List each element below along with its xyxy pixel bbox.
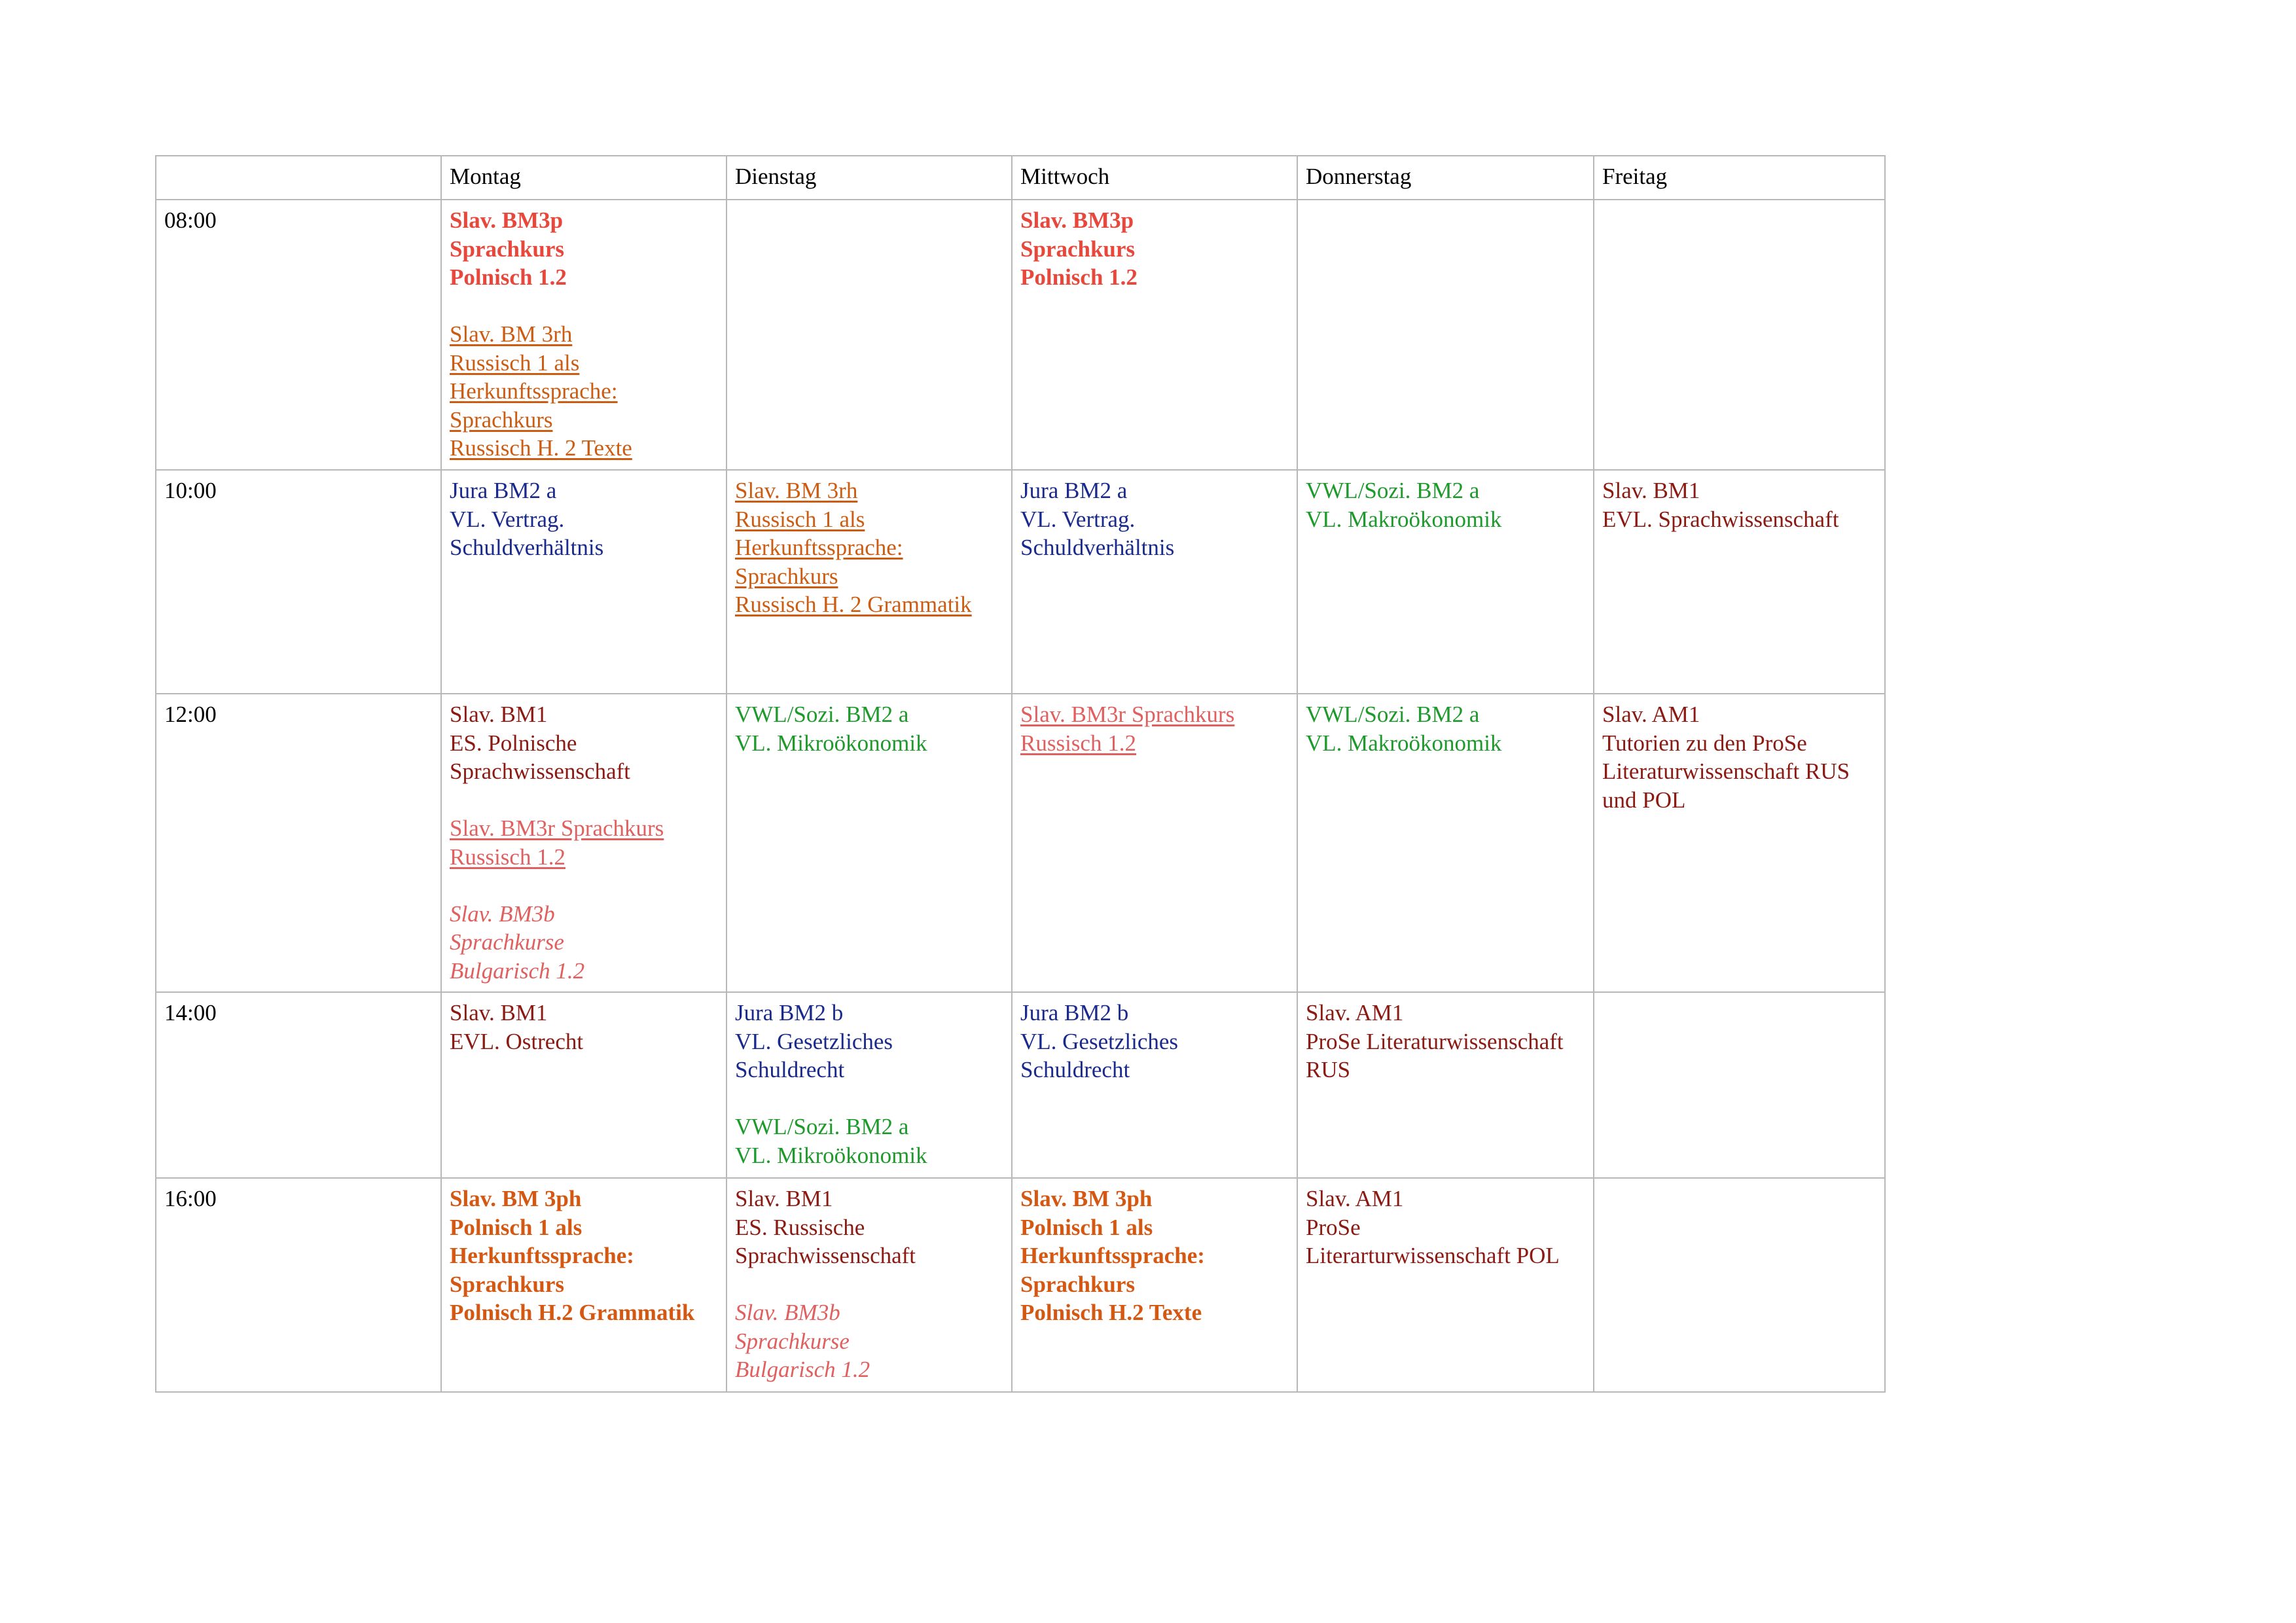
course-text-line: Slav. BM 3ph [450,1186,582,1211]
timeslot-row [156,694,1885,992]
time-label: 16:00 [156,1178,441,1392]
course-text-line: Sprachkurse [735,1328,850,1354]
schedule-cell-freitag [1594,470,1885,694]
course-text-line: Schuldrecht [735,1057,845,1082]
course-text-line: ES. Polnische [450,730,577,756]
course-text-line: VL. Gesetzliches [1020,1028,1179,1054]
time-label: 10:00 [156,470,441,694]
course-text-line: Slav. AM1 [1602,702,1700,727]
course-text-line: Schuldrecht [1020,1057,1130,1082]
weekly-timetable [155,155,1886,1393]
course-text-line: VL. Vertrag. [1020,506,1136,532]
course-text-line: Polnisch 1.2 [1020,264,1138,290]
course-text-line[interactable]: Slav. BM 3rh [450,321,573,347]
schedule-cell-dienstag [726,1178,1012,1392]
schedule-cell-donnerstag [1297,1178,1594,1392]
course-entry [735,999,1003,1084]
course-entry [450,900,718,986]
schedule-cell-donnerstag [1297,694,1594,992]
course-text-line: VWL/Sozi. BM2 a [735,1114,909,1139]
course-text-line: Schuldverhältnis [450,535,604,560]
schedule-cell-mittwoch [1012,992,1297,1178]
course-text-line: VL. Vertrag. [450,506,565,532]
course-text-line: Sprachkurse [450,929,564,955]
course-text-line: Slav. BM1 [450,702,548,727]
time-label: 12:00 [156,694,441,992]
course-entry [450,700,718,786]
course-entry [735,1113,1003,1169]
course-text-line: ProSe Literaturwissenschaft [1306,1028,1564,1054]
time-label: 14:00 [156,992,441,1178]
course-text-line: ES. Russische [735,1214,865,1240]
course-entry [735,700,1003,757]
schedule-cell-dienstag [726,200,1012,470]
header-row [156,156,1885,200]
schedule-cell-mittwoch [1012,470,1297,694]
course-text-line: Polnisch 1 als [450,1214,583,1240]
course-text-line[interactable]: Sprachkurs [735,563,838,589]
course-entry [450,206,718,292]
course-text-line[interactable]: Sprachkurs [450,406,553,433]
course-entry [450,1185,718,1327]
course-text-line[interactable]: Slav. BM3r Sprachkurs [450,815,664,841]
course-text-line: Slav. BM1 [450,1000,548,1026]
schedule-cell-mittwoch [1012,200,1297,470]
course-text-line: EVL. Ostrecht [450,1028,584,1054]
course-text-line: ProSe [1306,1214,1361,1240]
schedule-cell-montag [441,694,726,992]
course-text-line[interactable]: Slav. BM3r Sprachkurs [1020,702,1235,727]
course-link[interactable] [450,814,718,871]
schedule-cell-dienstag [726,470,1012,694]
course-text-line: Bulgarisch 1.2 [735,1357,870,1382]
course-text-line[interactable]: Russisch 1 als [735,506,865,532]
course-entry [735,1298,1003,1384]
course-text-line: Literarturwissenschaft POL [1306,1243,1560,1268]
schedule-cell-freitag [1594,694,1885,992]
course-text-line: VL. Mikroökonomik [735,1142,927,1168]
course-text-line: Sprachwissenschaft [735,1243,916,1268]
course-entry [1306,476,1585,533]
course-text-line: Sprachkurs [450,236,565,262]
schedule-cell-donnerstag [1297,200,1594,470]
course-text-line: Slav. BM3p [450,207,564,233]
course-text-line: Polnisch H.2 Grammatik [450,1300,695,1325]
schedule-cell-montag [441,1178,726,1392]
course-text-line: RUS [1306,1057,1351,1082]
course-text-line: Slav. BM1 [735,1186,833,1211]
course-text-line: Jura BM2 a [1020,478,1128,503]
course-text-line: Polnisch 1 als [1020,1214,1153,1240]
course-text-line: Slav. AM1 [1306,1186,1404,1211]
day-header-mittwoch: Mittwoch [1012,156,1297,200]
course-text-line: Literaturwissenschaft RUS [1602,758,1850,784]
schedule-cell-dienstag [726,992,1012,1178]
course-link[interactable] [735,476,1003,619]
course-entry [735,1185,1003,1270]
course-text-line: VL. Makroökonomik [1306,730,1502,756]
course-text-line[interactable]: Russisch 1.2 [1020,730,1136,756]
course-text-line: Herkunftssprache: [450,1243,634,1268]
course-text-line: Slav. AM1 [1306,1000,1404,1026]
course-text-line: VWL/Sozi. BM2 a [1306,478,1480,503]
course-text-line[interactable]: Russisch H. 2 Grammatik [735,592,972,617]
course-text-line[interactable]: Herkunftssprache: [735,535,903,560]
timeslot-row [156,470,1885,694]
schedule-cell-montag [441,992,726,1178]
course-text-line: Jura BM2 b [735,1000,844,1026]
course-entry [1020,206,1289,292]
schedule-cell-freitag [1594,1178,1885,1392]
course-text-line: VL. Makroökonomik [1306,506,1502,532]
day-header-freitag: Freitag [1594,156,1885,200]
course-entry [1020,1185,1289,1327]
course-entry [1020,999,1289,1084]
course-link[interactable] [1020,700,1289,757]
schedule-cell-montag [441,470,726,694]
course-text-line: und POL [1602,787,1686,813]
course-text-line: Slav. BM1 [1602,478,1700,503]
course-text-line: Slav. BM3p [1020,207,1134,233]
course-entry [1020,476,1289,562]
time-label: 08:00 [156,200,441,470]
course-text-line: Sprachwissenschaft [450,758,631,784]
course-text-line: Polnisch 1.2 [450,264,567,290]
course-entry [1306,999,1585,1084]
course-text-line: EVL. Sprachwissenschaft [1602,506,1839,532]
schedule-cell-mittwoch [1012,694,1297,992]
schedule-cell-donnerstag [1297,992,1594,1178]
course-text-line: VL. Gesetzliches [735,1028,893,1054]
header-time-cell [156,156,441,200]
schedule-cell-mittwoch [1012,1178,1297,1392]
course-entry [1306,700,1585,757]
course-text-line: Slav. BM3b [735,1300,840,1325]
course-text-line[interactable]: Slav. BM 3rh [735,478,858,503]
course-text-line: Polnisch H.2 Texte [1020,1300,1202,1325]
course-text-line: VWL/Sozi. BM2 a [735,702,909,727]
schedule-cell-freitag [1594,992,1885,1178]
course-text-line[interactable]: Russisch 1 als [450,349,580,376]
course-text-line: Sprachkurs [450,1271,565,1297]
course-entry [450,476,718,562]
day-header-dienstag: Dienstag [726,156,1012,200]
timeslot-row [156,1178,1885,1392]
course-text-line[interactable]: Russisch 1.2 [450,844,565,870]
course-entry [1306,1185,1585,1270]
course-text-line: Sprachkurs [1020,1271,1136,1297]
timeslot-row [156,992,1885,1178]
course-text-line: VL. Mikroökonomik [735,730,927,756]
course-entry [450,999,718,1056]
course-text-line[interactable]: Herkunftssprache: [450,378,618,404]
course-text-line: Tutorien zu den ProSe [1602,730,1807,756]
course-text-line: Herkunftssprache: [1020,1243,1205,1268]
course-text-line[interactable]: Russisch H. 2 Texte [450,435,632,461]
course-text-line: Jura BM2 b [1020,1000,1129,1026]
schedule-cell-donnerstag [1297,470,1594,694]
course-text-line: Slav. BM3b [450,901,555,927]
course-link[interactable] [450,320,718,463]
course-text-line: Slav. BM 3ph [1020,1186,1153,1211]
schedule-cell-dienstag [726,694,1012,992]
course-text-line: VWL/Sozi. BM2 a [1306,702,1480,727]
course-text-line: Jura BM2 a [450,478,557,503]
course-text-line: Bulgarisch 1.2 [450,957,585,984]
schedule-cell-montag [441,200,726,470]
timeslot-row [156,200,1885,470]
course-text-line: Schuldverhältnis [1020,535,1175,560]
course-text-line: Sprachkurs [1020,236,1136,262]
day-header-donnerstag: Donnerstag [1297,156,1594,200]
course-entry [1602,476,1876,533]
day-header-montag: Montag [441,156,726,200]
course-entry [1602,700,1876,814]
schedule-cell-freitag [1594,200,1885,470]
